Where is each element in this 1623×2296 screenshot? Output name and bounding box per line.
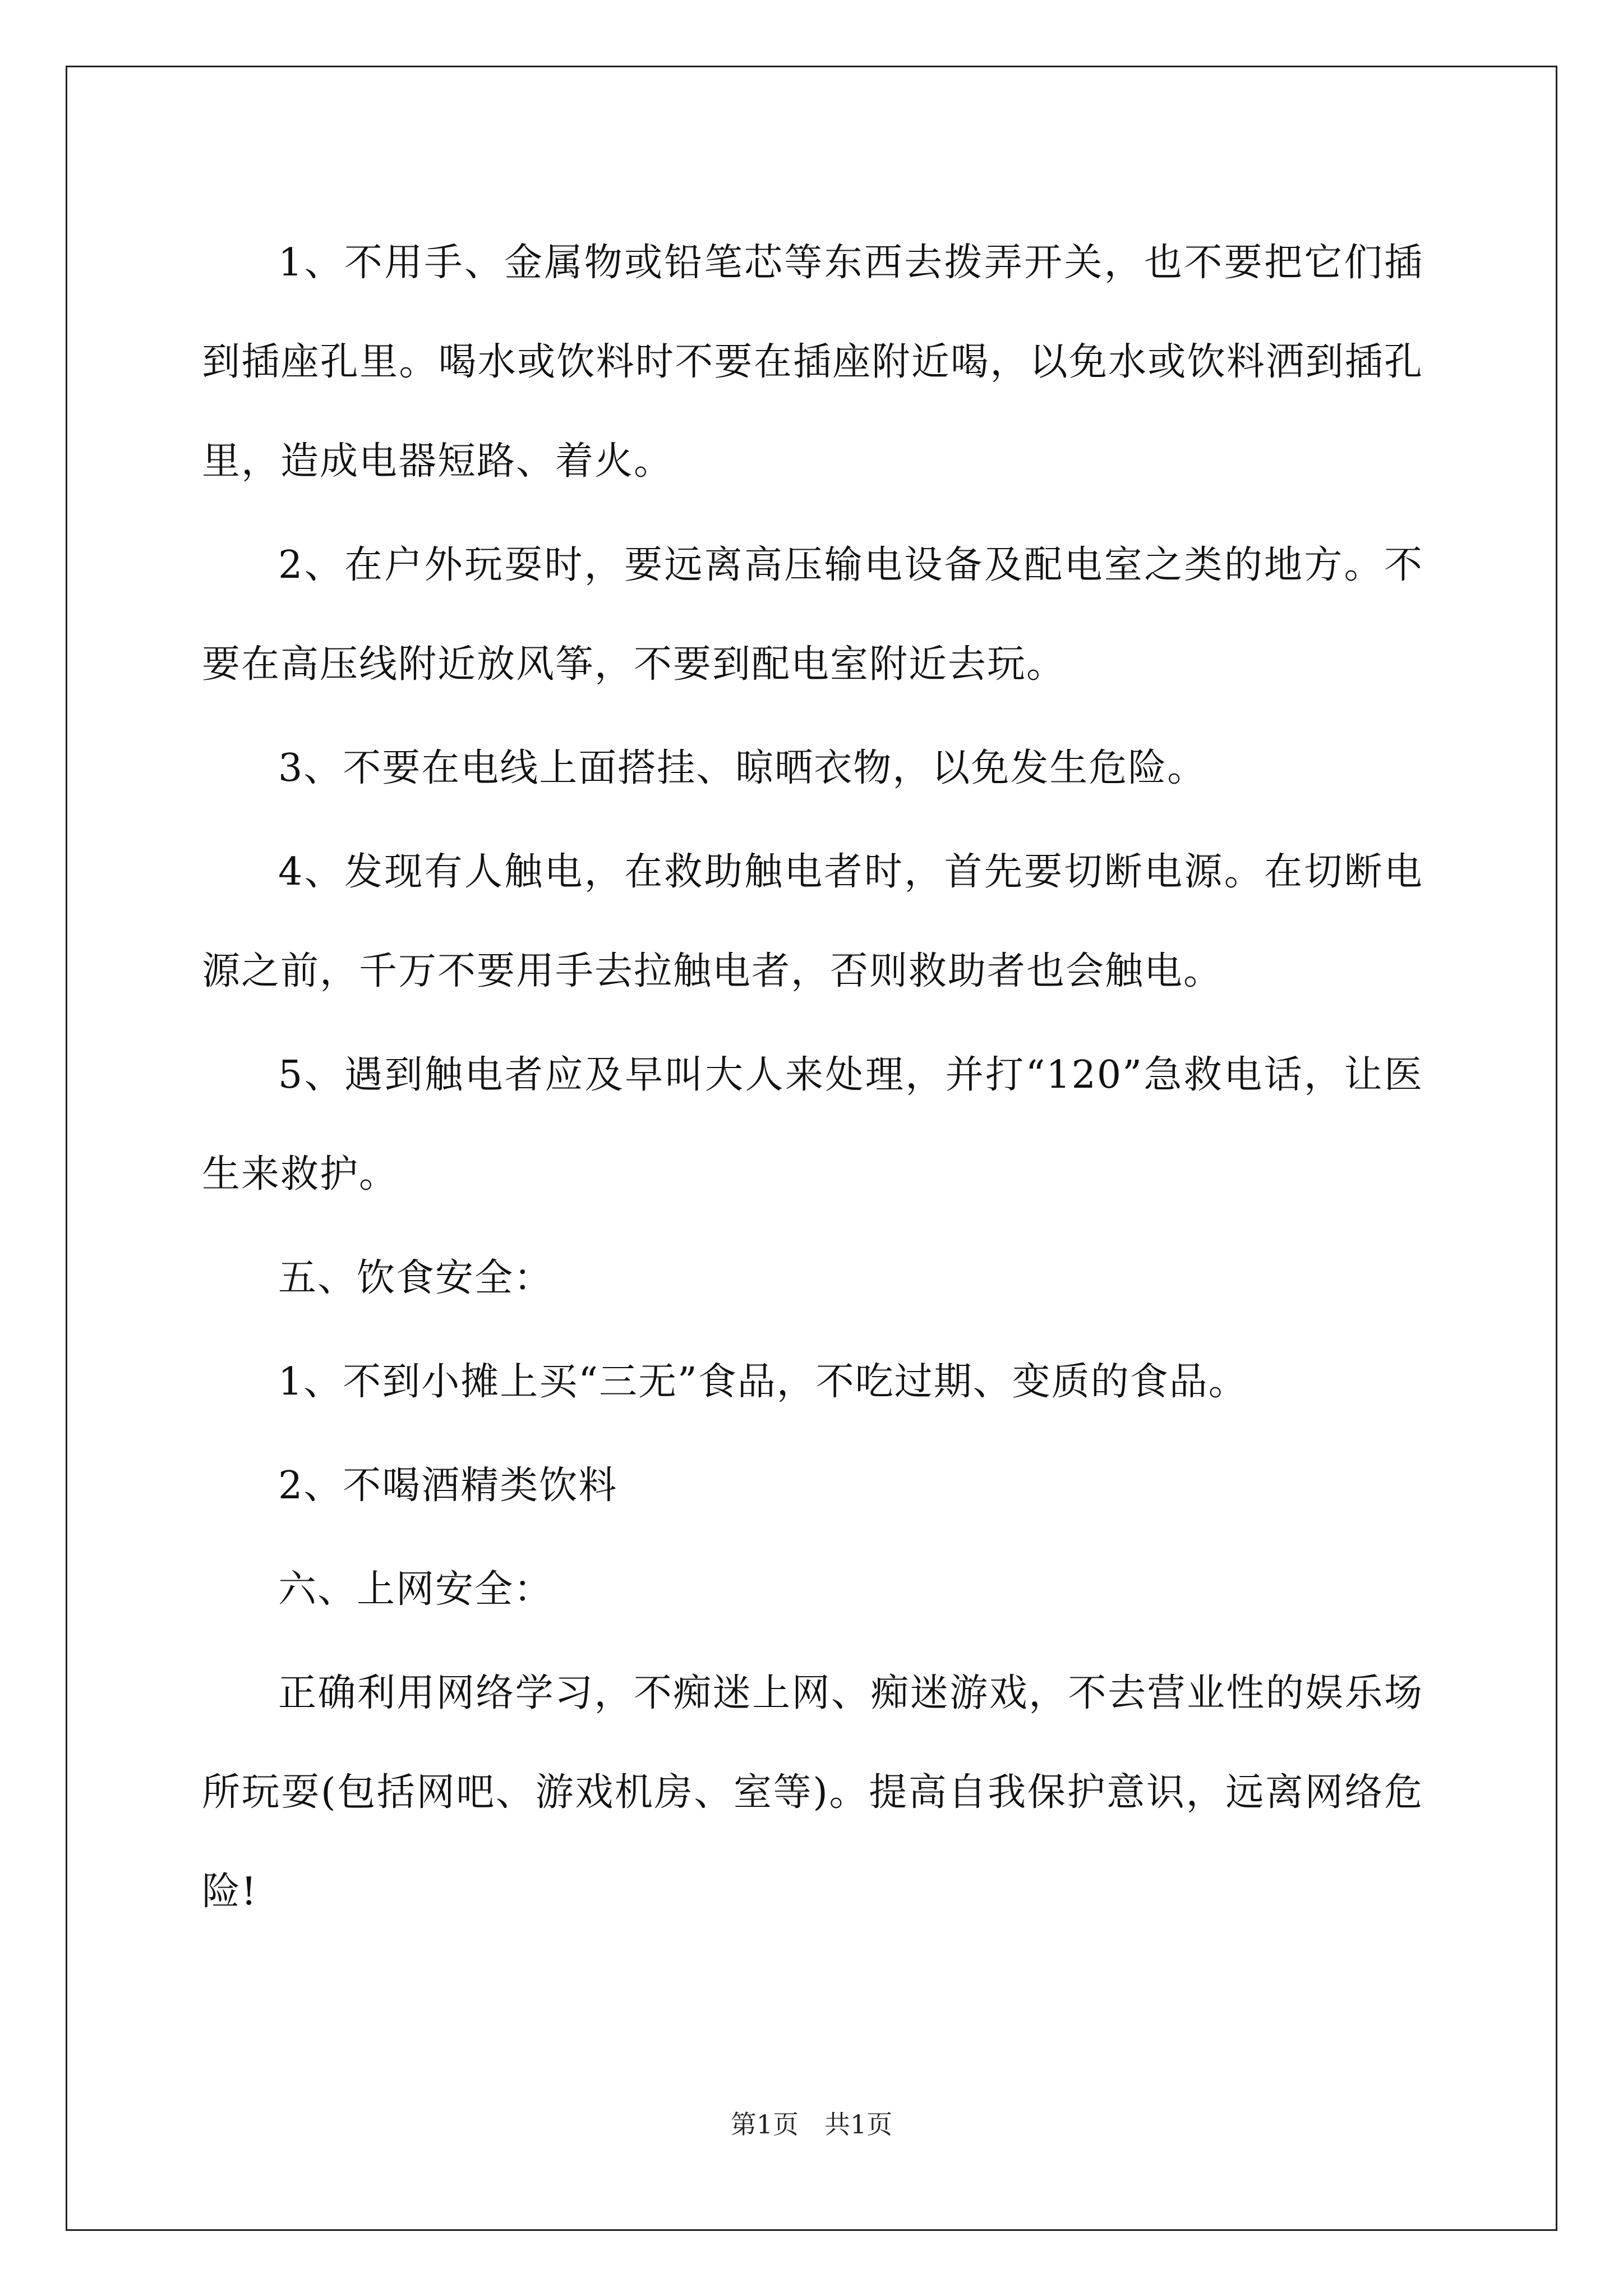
- section-heading-food-safety: 五、饮食安全：: [278, 1256, 554, 1300]
- paragraph-electric-safety-5: 5、遇到触电者应及早叫大人来处理，并打“120”急救电话，让医生来救护。: [202, 1053, 1423, 1197]
- paragraph-food-safety-2: 2、不喝酒精类饮料: [278, 1464, 618, 1508]
- paragraph-internet-safety: 正确利用网络学习，不痴迷上网、痴迷游戏，不去营业性的娱乐场所玩耍(包括网吧、游戏机房、室等)。提高自我保护意识，远离网络危险!: [202, 1671, 1423, 1914]
- document-body: [202, 213, 1423, 1946]
- paragraph-food-safety-1: 1、不到小摊上买“三无”食品，不吃过期、变质的食品。: [278, 1360, 1248, 1404]
- paragraph-electric-safety-3: 3、不要在电线上面搭挂、晾晒衣物，以免发生危险。: [278, 746, 1207, 790]
- section-heading-internet-safety: 六、上网安全：: [278, 1567, 554, 1612]
- page-footer: 第1页 共1页: [730, 2109, 893, 2139]
- paragraph-electric-safety-2: 2、在户外玩耍时，要远离高压输电设备及配电室之类的地方。不要在高压线附近放风筝，不要到配电室附近去玩。: [202, 543, 1423, 687]
- paragraph-electric-safety-1: 1、不用手、金属物或铅笔芯等东西去拨弄开关，也不要把它们插到插座孔里。喝水或饮料时不要在插座附近喝，以免水或饮料洒到插孔里，造成电器短路、着火。: [202, 241, 1423, 484]
- paragraph-electric-safety-4: 4、发现有人触电，在救助触电者时，首先要切断电源。在切断电源之前，千万不要用手去拉触电者，否则救助者也会触电。: [202, 850, 1423, 993]
